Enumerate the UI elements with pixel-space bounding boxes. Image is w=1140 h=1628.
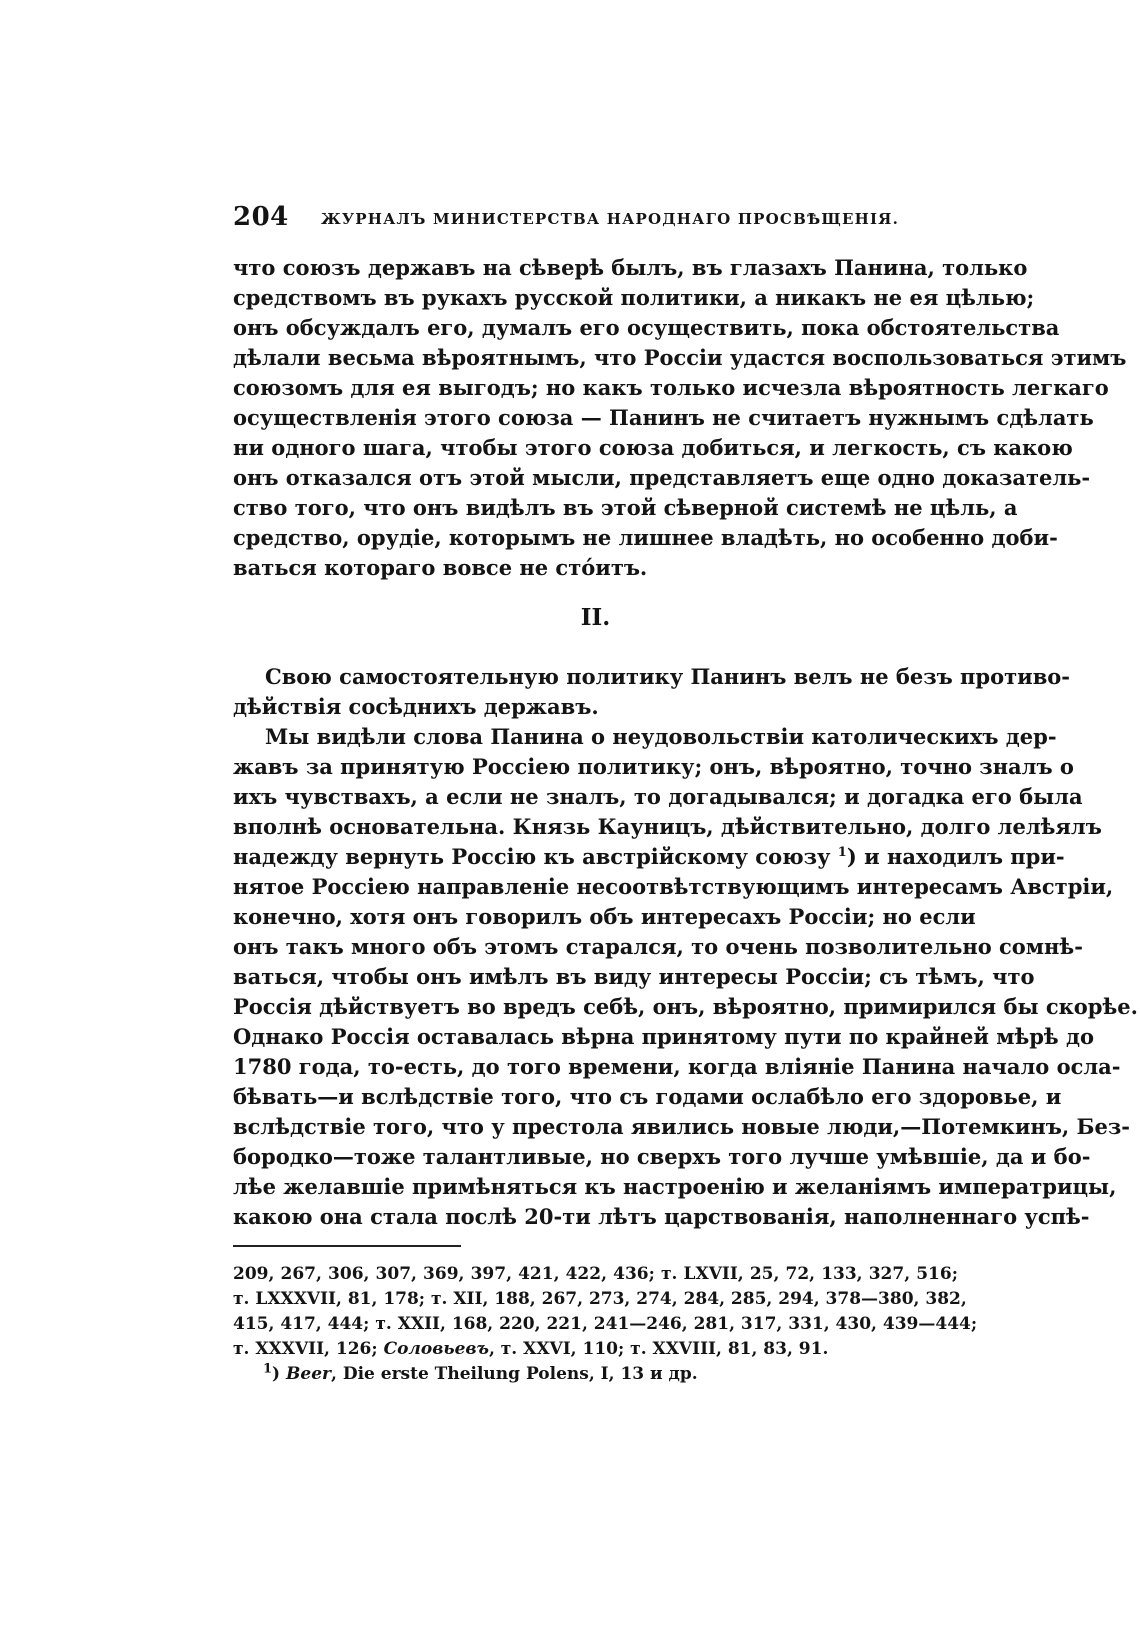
footnotes (233, 1262, 978, 1387)
footnote-1 (233, 1362, 958, 1387)
text-segment: ) и находилъ при- (846, 844, 1065, 869)
running-title: ЖУРНАЛЪ МИНИСТЕРСТВА НАРОДНАГО ПРОСВѢЩЕНІЯ. (321, 210, 900, 228)
text-line: ни одного шага, чтобы этого союза добиться, и легкость, съ какою (233, 435, 1073, 460)
text-line: что союзъ державъ на сѣверѣ былъ, въ глазахъ Панина, только (233, 255, 1028, 280)
footnote-segment: т. XXXVII, 126; (233, 1339, 384, 1359)
footnote-ref: 1 (837, 845, 847, 860)
text-line: жавъ за принятую Россіею политику; онъ, вѣроятно, точно зналъ о (233, 754, 1074, 779)
paragraph-1 (233, 253, 1127, 583)
text-line: Однако Россія оставалась вѣрна принятому пути по крайней мѣрѣ до (233, 1024, 1094, 1049)
text-line: 1780 года, то-есть, до того времени, когда вліяніе Панина начало осла- (233, 1054, 1121, 1079)
text-line: вслѣдствіе того, что у престола явились новые люди,—Потемкинъ, Без- (233, 1114, 1130, 1139)
text-line: Мы видѣли слова Панина о неудовольствіи католическихъ дер- (265, 724, 1057, 749)
text-line: дѣйствія сосѣднихъ державъ. (233, 694, 599, 719)
text-line: бѣвать—и вслѣдствіе того, что съ годами ослабѣло его здоровье, и (233, 1084, 1062, 1109)
text-line: Свою самостоятельную политику Панинъ велъ не безъ противо- (265, 664, 1071, 689)
text-line: какою она стала послѣ 20-ти лѣтъ царствованія, наполненнаго успѣ- (233, 1204, 1090, 1229)
footnote-line: 209, 267, 306, 307, 369, 397, 421, 422, 436; т. LXVII, 25, 72, 133, 327, 516; (233, 1264, 958, 1284)
text-line: дѣлали весьма вѣроятнымъ, что Россіи удастся воспользоваться этимъ (233, 345, 1127, 370)
text-line: вполнѣ основательна. Князь Кауницъ, дѣйствительно, долго лелѣялъ (233, 814, 1102, 839)
text-line: Россія дѣйствуетъ во вредъ себѣ, онъ, вѣроятно, примирился бы скорѣе. (233, 994, 1138, 1019)
page-header (233, 202, 958, 236)
footnote-line: т. LXXXVII, 81, 178; т. XII, 188, 267, 273, 274, 284, 285, 294, 378—380, 382, (233, 1289, 967, 1309)
text-line: бородко—тоже талантливые, но сверхъ того лучше умѣвшіе, да и бо- (233, 1144, 1091, 1169)
footnote-segment: , т. XXVI, 110; т. XXVIII, 81, 83, 91. (488, 1339, 829, 1359)
footnote-line: 415, 417, 444; т. XXII, 168, 220, 221, 241—246, 281, 317, 331, 430, 439—444; (233, 1314, 978, 1334)
text-line: союзомъ для ея выгодъ; но какъ только исчезла вѣроятность легкаго (233, 375, 1109, 400)
text-line: конечно, хотя онъ говорилъ объ интересахъ Россіи; но если (233, 904, 976, 929)
text-line: нятое Россіею направленіе несоотвѣтствующимъ интересамъ Австріи, (233, 874, 1114, 899)
text-line: средствомъ въ рукахъ русской политики, а никакъ не ея цѣлью; (233, 285, 1035, 310)
text-line: ихъ чувствахъ, а если не зналъ, то догадывался; и догадка его была (233, 784, 1083, 809)
section-heading: II. (580, 604, 611, 631)
footnote-paren: ) (272, 1364, 287, 1384)
text-line: лѣе желавшіе примѣняться къ настроенію и желаніямъ императрицы, (233, 1174, 1117, 1199)
paragraph-2 (233, 662, 1138, 1232)
text-line: онъ обсуждалъ его, думалъ его осуществить, пока обстоятельства (233, 315, 1060, 340)
footnote-author: Соловьевъ (383, 1339, 489, 1359)
text-line-with-footnote-ref (233, 842, 1065, 872)
page-number: 204 (233, 202, 289, 232)
text-line: ваться, чтобы онъ имѣлъ въ виду интересы Россіи; съ тѣмъ, что (233, 964, 1035, 989)
text-line: осуществленія этого союза — Панинъ не считаетъ нужнымъ сдѣлать (233, 405, 1094, 430)
text-line: онъ такъ много объ этомъ старался, то очень позволительно сомнѣ- (233, 934, 1083, 959)
footnote-author: Beer (286, 1364, 331, 1384)
footnote-divider (233, 1245, 461, 1247)
footnote-line (233, 1337, 958, 1362)
footnote-segment: , Die erste Theilung Polens, I, 13 и др. (330, 1364, 698, 1384)
text-segment: надежду вернуть Россію къ австрійскому союзу (233, 844, 831, 869)
text-line: ство того, что онъ видѣлъ въ этой сѣверной системѣ не цѣль, а (233, 495, 1018, 520)
text-line: средство, орудіе, которымъ не лишнее владѣть, но особенно доби- (233, 525, 1058, 550)
footnote-marker: 1 (263, 1361, 273, 1377)
text-line: онъ отказался отъ этой мысли, представляетъ еще одно доказатель- (233, 465, 1091, 490)
text-line: ваться котораго вовсе не стóитъ. (233, 555, 648, 580)
